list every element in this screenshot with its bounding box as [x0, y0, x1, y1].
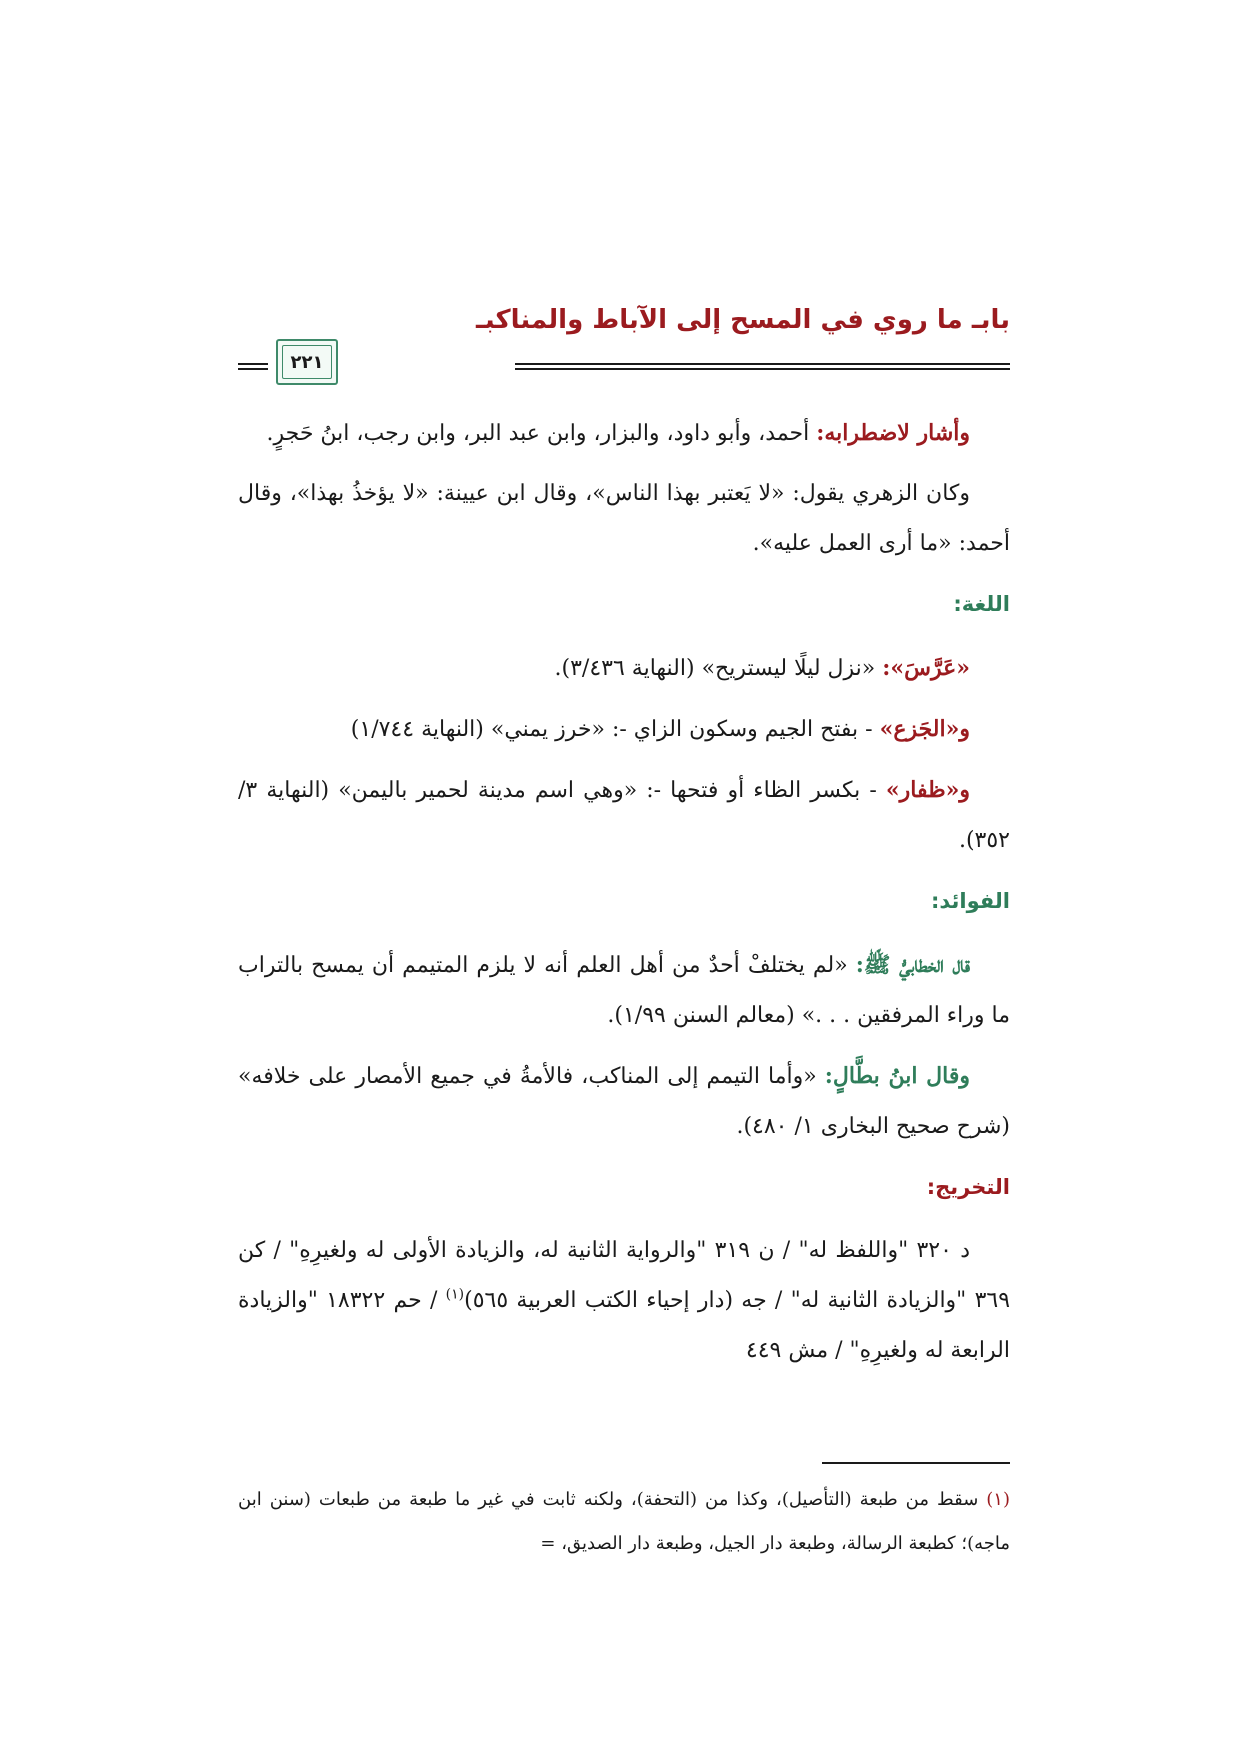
- heading-takhrij: التخريج:: [926, 1175, 1010, 1199]
- heading-lugha: اللغة:: [953, 592, 1010, 616]
- paragraph-lugha-3: [238, 765, 1010, 866]
- chapter-title: بابـ ما روي في المسح إلى الآباط والمناكبـ: [475, 305, 1010, 335]
- def-jaz: - بفتح الجيم وسكون الزاي -: «خرز يمني» (النهاية ١/٧٤٤): [350, 717, 880, 742]
- main-text: [238, 408, 1010, 1386]
- page-number: ٢٢١: [290, 351, 324, 373]
- paragraph-lugha-1: [238, 643, 1010, 694]
- paragraph-takhrij: [238, 1226, 1010, 1376]
- label-idtirab: وأشار لاضطرابه:: [816, 420, 970, 446]
- footnote-1-number: (١): [986, 1489, 1010, 1510]
- text-idtirab: أحمد، وأبو داود، والبزار، وابن عبد البر، وابن رجب، ابنُ حَجرٍ.: [266, 421, 817, 446]
- paragraph-fawaid-2: [238, 1051, 1010, 1152]
- def-arras: «نزل ليلًا ليستريح» (النهاية ٣/٤٣٦).: [554, 656, 883, 681]
- term-arras: «عَرَّسَ»:: [882, 655, 970, 681]
- def-zafar: - بكسر الظاء أو فتحها -: «وهي اسم مدينة لحمير باليمن» (النهاية ٣/ ٣٥٢).: [238, 778, 1010, 853]
- footnotes: [238, 1478, 1010, 1576]
- footnote-separator: [822, 1462, 1010, 1464]
- header-rule-right: [515, 363, 1010, 370]
- footnote-ref[interactable]: (١): [445, 1286, 465, 1303]
- text-ibn-battal: «وأما التيمم إلى المناكب، فالأمةُ في جميع الأمصار على خلافه» (شرح صحيح البخارى ١/ ٤٨٠).: [238, 1064, 1010, 1139]
- label-ibn-battal: وقال ابنُ بطَّالٍ:: [824, 1063, 970, 1089]
- header-rule-left: [238, 363, 268, 370]
- paragraph-fawaid-1: [238, 940, 1010, 1041]
- page-header: [238, 305, 1010, 385]
- term-zafar: و«ظفار»: [885, 777, 970, 803]
- paragraph-zuhri: وكان الزهري يقول: «لا يَعتبر بهذا الناس»، وقال ابن عيينة: «لا يؤخذُ بهذا»، وقال أحمد: «ما أرى العمل عليه».: [238, 481, 1010, 556]
- heading-fawaid: الفوائد:: [931, 889, 1010, 913]
- paragraph-lugha-2: [238, 704, 1010, 755]
- label-khattabi: قال الخطابيُّ ﷺ:: [855, 952, 970, 978]
- takhrij-part-b: / حم ١٨٣٢٢ "والزيادة الرابعة له ولغيرِهِ" / مش ٤٤٩: [238, 1288, 1010, 1363]
- footnote-1: [238, 1478, 1010, 1566]
- page-number-frame: [276, 339, 338, 385]
- footnote-1-text: سقط من طبعة (التأصيل)، وكذا من (التحفة)، ولكنه ثابت في غير ما طبعة من طبعات (سنن ابن ماجه)؛ كطبعة الرسالة، وطبعة دار الجيل، وطبعة دار الصديق، =: [238, 1489, 1010, 1554]
- term-jaz: و«الجَزع»: [879, 716, 970, 742]
- takhrij-part-a: د ٣٢٠ "واللفظ له" / ن ٣١٩ "والرواية الثانية له، والزيادة الأولى له ولغيرِهِ" / كن ٣٦٩ "والزيادة الثانية له" / جه (دار إحياء الكتب العربية ٥٦٥): [238, 1238, 1011, 1313]
- paragraph-idtirab: [238, 408, 1010, 459]
- text-khattabi: «لم يختلفْ أحدٌ من أهل العلم أنه لا يلزم المتيمم أن يمسح بالتراب ما وراء المرفقين . . .» (معالم السنن ١/٩٩).: [238, 953, 1010, 1028]
